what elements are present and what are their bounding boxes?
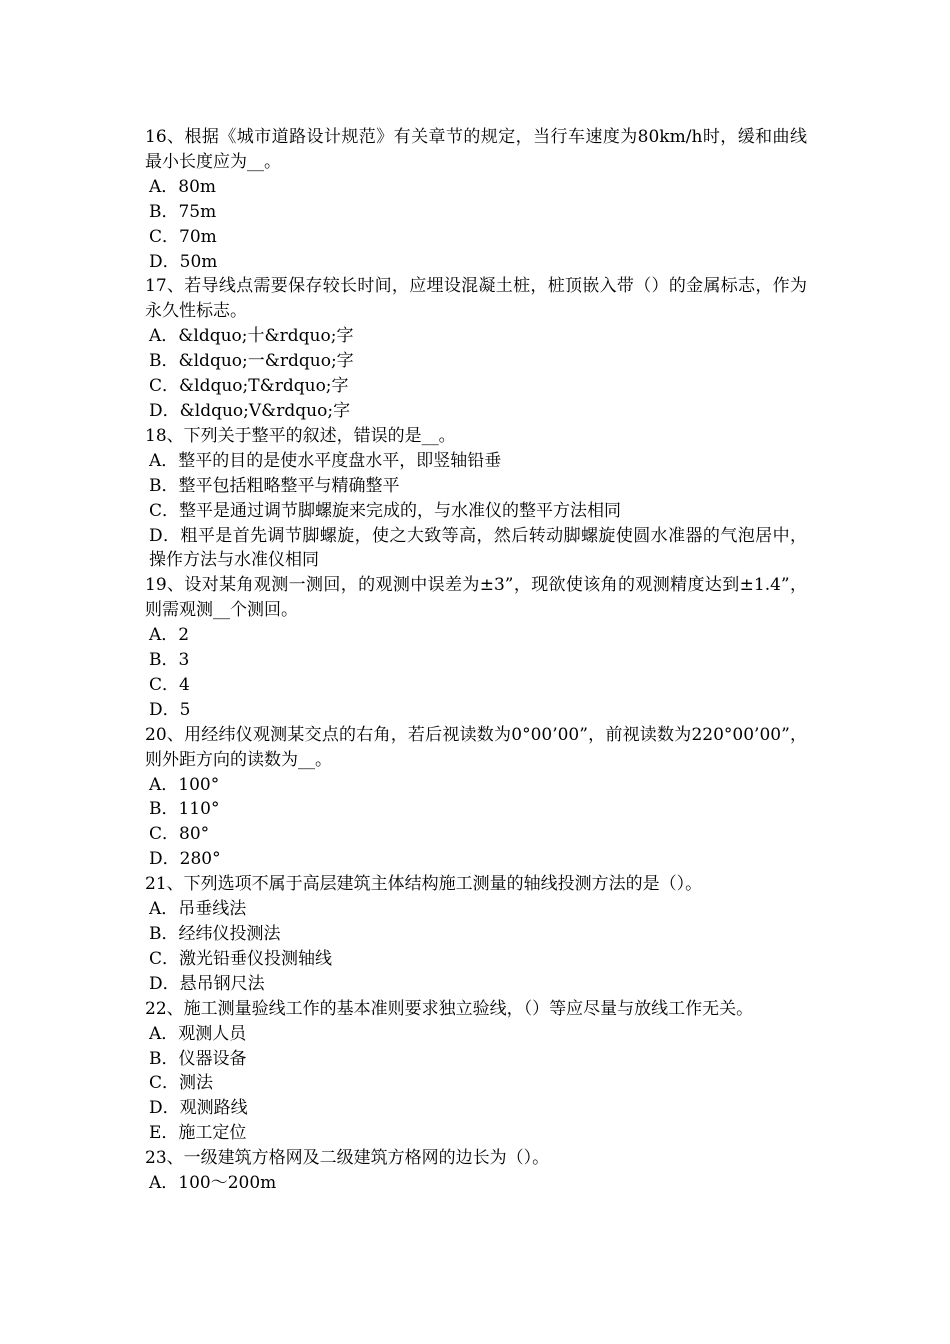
option-d: D．悬吊钢尺法 [149,973,265,994]
option-a: A．整平的目的是使水平度盘水平，即竖轴铅垂 [149,450,502,471]
option-b: B．&ldquo;一&rdquo;字 [149,351,354,372]
option-b: B．仪器设备 [149,1048,247,1069]
question-list [145,125,807,1196]
question-21 [145,872,807,997]
question-20 [145,723,807,872]
option-a: A．100～200m [149,1173,277,1194]
option-a: A．&ldquo;十&rdquo;字 [149,326,354,347]
question-19 [145,573,807,722]
question-text: 18、下列关于整平的叙述，错误的是__。 [145,425,456,446]
question-text: 22、施工测量验线工作的基本准则要求独立验线，（）等应尽量与放线工作无关。 [145,998,754,1019]
option-a: A．80m [149,176,217,197]
question-17 [145,274,807,423]
question-text: 17、若导线点需要保存较长时间，应埋设混凝土桩，桩顶嵌入带（）的金属标志，作为永久性标志。 [145,276,807,322]
option-d: D．粗平是首先调节脚螺旋，使之大致等高，然后转动脚螺旋使圆水准器的气泡居中，操作方法与水准仪相同 [149,525,807,571]
option-b: B．3 [149,650,190,671]
option-b: B．经纬仪投测法 [149,924,281,944]
option-d: D．50m [149,251,218,272]
question-18 [145,424,807,573]
option-a: A．2 [149,625,190,646]
option-c: C．&ldquo;T&rdquo;字 [149,376,349,397]
option-d: D．280° [149,849,221,870]
option-c: C．80° [149,824,210,845]
option-d: D．&ldquo;V&rdquo;字 [149,400,351,421]
option-d: D．观测路线 [149,1098,248,1119]
option-c: C．整平是通过调节脚螺旋来完成的，与水准仪的整平方法相同 [149,500,622,521]
question-text: 20、用经纬仪观测某交点的右角，若后视读数为0°00’00”，前视读数为220°00’00”，则外距方向的读数为__。 [145,724,807,770]
question-16 [145,125,807,274]
option-c: C．70m [149,226,217,247]
option-a: A．吊垂线法 [149,899,247,920]
option-a: A．100° [149,774,220,795]
question-text: 21、下列选项不属于高层建筑主体结构施工测量的轴线投测方法的是（）。 [145,874,703,895]
option-e: E．施工定位 [149,1123,247,1144]
question-text: 19、设对某角观测一测回，的观测中误差为±3”，现欲使该角的观测精度达到±1.4”，则需观测__个测回。 [145,575,807,621]
option-b: B．110° [149,799,220,820]
option-d: D．5 [149,699,191,720]
option-c: C．激光铅垂仪投测轴线 [149,948,333,969]
option-c: C．测法 [149,1073,214,1094]
option-c: C．4 [149,674,190,695]
question-23 [145,1146,807,1196]
question-22 [145,997,807,1146]
option-b: B．整平包括粗略整平与精确整平 [149,475,400,496]
question-text: 16、根据《城市道路设计规范》有关章节的规定，当行车速度为80km/h时，缓和曲线最小长度应为__。 [145,127,807,172]
option-a: A．观测人员 [149,1023,247,1044]
option-b: B．75m [149,201,217,222]
question-text: 23、一级建筑方格网及二级建筑方格网的边长为（）。 [145,1148,550,1169]
